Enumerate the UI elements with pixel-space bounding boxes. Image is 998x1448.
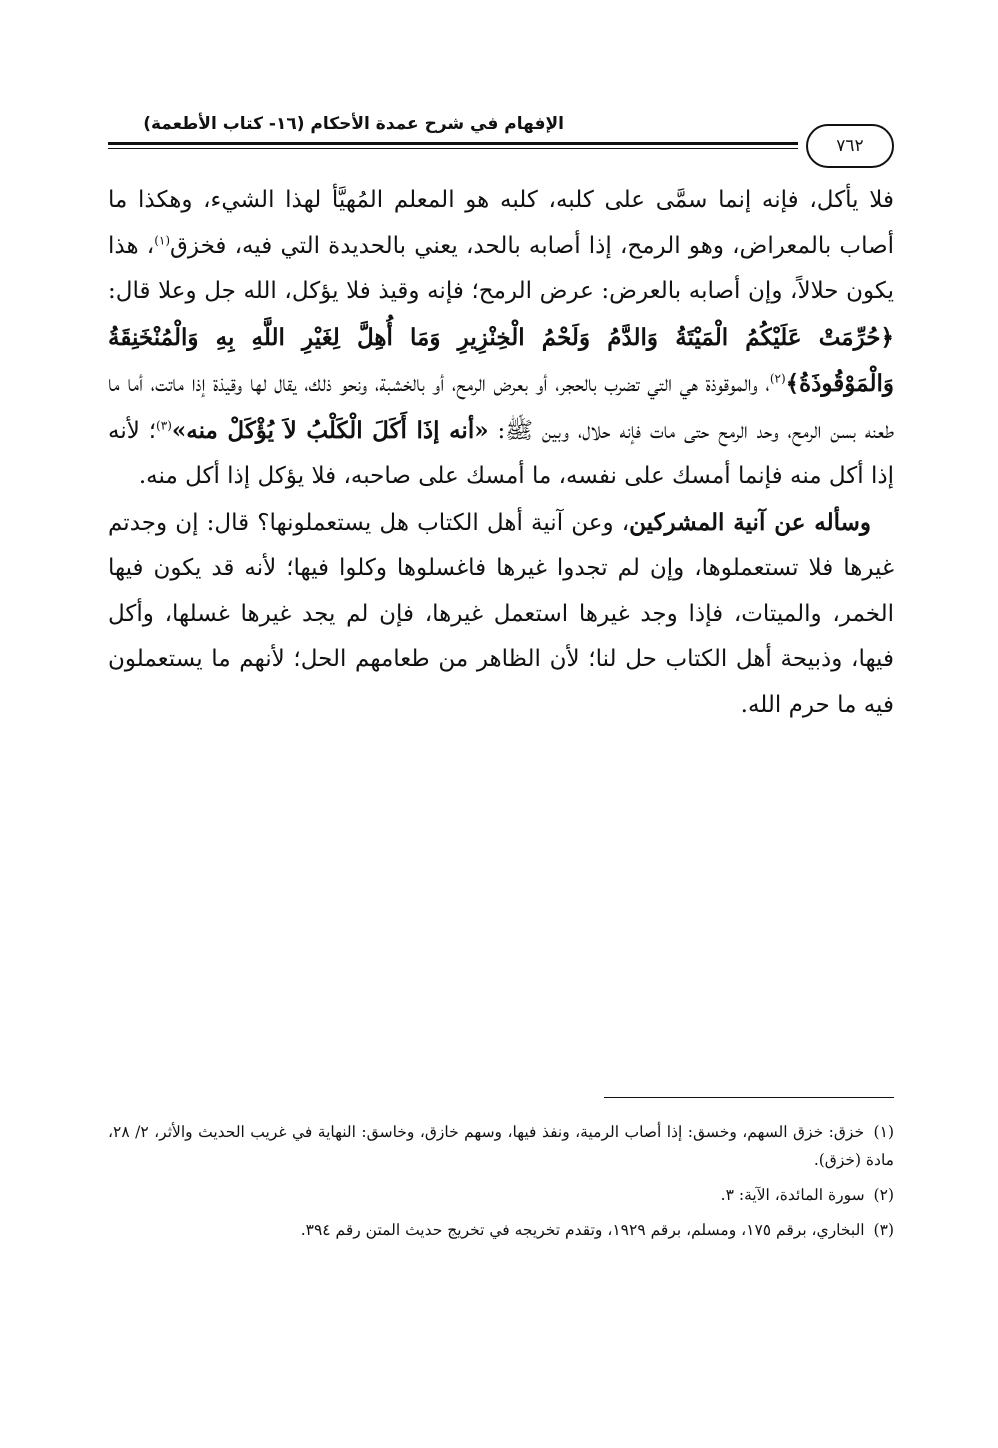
quran-verse: ﴿حُرِّمَتْ عَلَيْكُمُ الْمَيْتَةُ وَالدَّمُ وَلَحْمُ الْخِنْزِيرِ وَمَا أُهِلَّ لِغَيْرِ اللَّهِ بِهِ وَالْمُنْخَنِقَةُ وَالْمَوْقُوذَةُ﴾ (108, 323, 894, 397)
footnote-2 (108, 1181, 894, 1209)
footnote-ref-1[interactable]: (١) (154, 232, 171, 247)
footnotes (108, 1118, 894, 1251)
footnote-ref-2[interactable]: (٢) (769, 371, 786, 386)
footnote-1 (108, 1118, 894, 1174)
hadith-quote: «أنه إذَا أَكَلَ الْكَلْبُ لاَ يُؤْكَلْ منه» (171, 416, 489, 444)
header-rule-thick (108, 142, 798, 145)
text-segment: ، هذا يكون حلالاً، وإن أصابه بالعرض: عرض الرمح؛ فإنه وقيذ فلا يؤكل، الله جل وعلا قال: (108, 232, 894, 304)
footnote-number: (٣) (873, 1221, 894, 1239)
header-title: الإفهام في شرح عمدة الأحكام (١٦- كتاب الأطعمة) (143, 114, 564, 134)
text-segment: ؛ لأنه إذا أكل منه فإنما أمسك على نفسه، ما أمسك على صاحبه، فلا يؤكل إذا أكل منه. (108, 417, 894, 489)
footnote-ref-3[interactable]: (٣) (156, 417, 172, 432)
footnote-text: البخاري، برقم ١٧٥، ومسلم، برقم ١٩٢٩، وتقدم تخريجه في تخريج حديث المتن رقم ٣٩٤. (300, 1221, 865, 1239)
text-segment: ، والموقوذة هي التي تضرب بالحجر، أو بعرض الرمح، أو بالخشبة، ونحو ذلك، يقال لها وقيذة إذا ماتت، أما ما طعنه بسن الرمح، وحد الرمح حتى مات فإنه حلال، وبين ﷺ: (108, 371, 895, 444)
footnote-3 (108, 1216, 894, 1244)
paragraph-2 (108, 500, 894, 729)
footnote-text: سورة المائدة، الآية: ٣. (720, 1186, 865, 1204)
body-text (108, 178, 894, 728)
page-number: ٧٦٢ (806, 124, 894, 168)
text-segment: ، وعن آنية أهل الكتاب هل يستعملونها؟ قال: إن وجدتم غيرها فلا تستعملوها، وإن لم تجدوا غيرها فاغسلوها وكلوا فيها؛ لأنه قد يكون فيها الخمر، والميتات، فإذا وجد غيرها استعمل غيرها، فإن لم يجد غيرها غسلها، وأكل فيها، وذبيحة أهل الكتاب حل لنا؛ لأن الظاهر من طعامهم الحل؛ لأنهم ما يستعملون فيه ما حرم الله. (108, 509, 894, 718)
footnote-text: خزق: خزق السهم، وخسق: إذا أصاب الرمية، ونفذ فيها، وسهم خازق، وخاسق: النهاية في غريب الحديث والأثر، ٢/ ٢٨، مادة (خزق). (108, 1123, 894, 1169)
footnote-number: (١) (873, 1123, 894, 1141)
footnote-number: (٢) (873, 1186, 894, 1204)
paragraph-1 (108, 178, 894, 500)
footnote-separator (604, 1097, 894, 1098)
header-rule-thin (108, 148, 798, 149)
text-segment: فلا يأكل، فإنه إنما سمَّى على كلبه، كلبه هو المعلم المُهيَّأ لهذا الشيء، وهكذا ما أصاب بالمعراض، وهو الرمح، إذا أصابه بالحد، يعني بالحديدة التي فيه، فخزق (108, 187, 895, 259)
question-heading: وسأله عن آنية المشركين (629, 508, 871, 536)
